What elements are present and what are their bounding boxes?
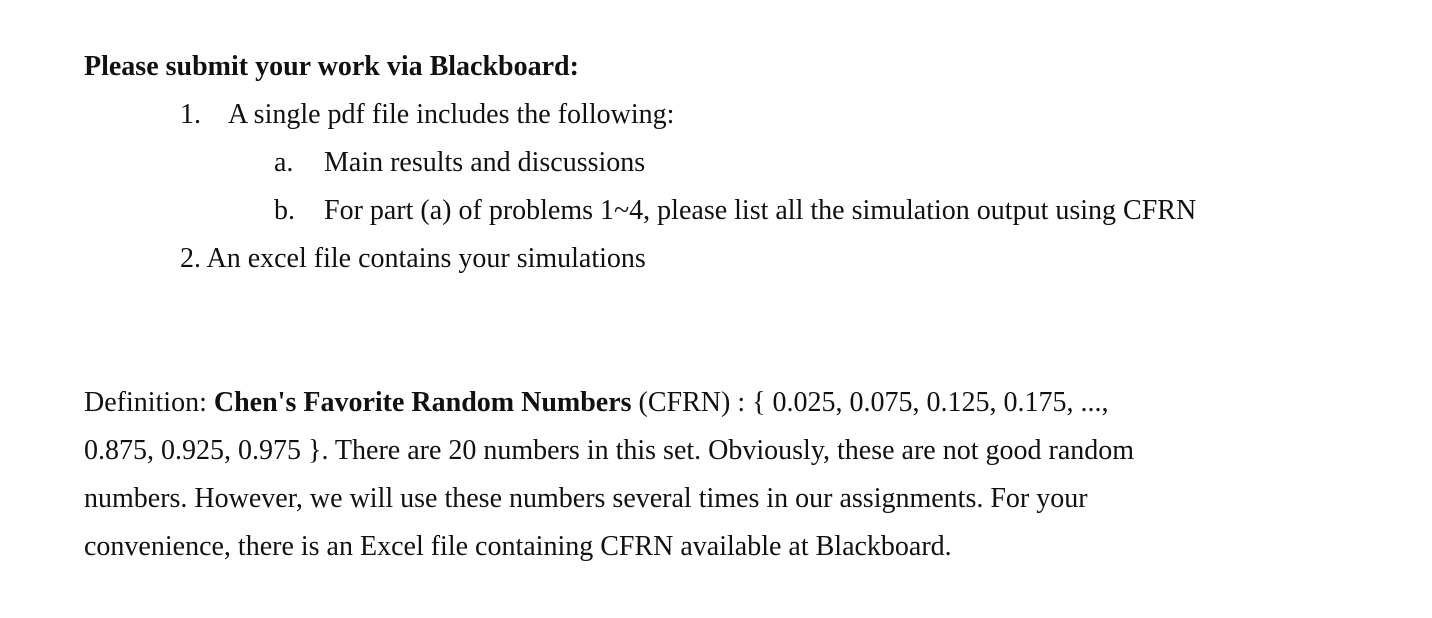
list-item-text: A single pdf file includes the following: [228,99,675,130]
list-item-1 [180,97,674,133]
list-subitem-b [274,193,1196,229]
definition-line-1 [84,385,1109,421]
definition-label: Definition: [84,387,214,418]
list-subitem-a [274,145,645,181]
submission-heading: Please submit your work via Blackboard: [84,51,579,82]
definition-term: Chen's Favorite Random Numbers [213,387,632,418]
list-subitem-text: For part (a) of problems 1~4, please list all the simulation output using CFRN [324,195,1197,226]
list-item-2 [180,241,646,277]
list-item-number: 2. [180,243,201,274]
list-subitem-letter: b. [274,195,295,226]
definition-line-2: 0.875, 0.925, 0.975 }. There are 20 numbers in this set. Obviously, these are not good random [84,435,1135,466]
list-item-number: 1. [180,99,201,130]
definition-line-3: numbers. However, we will use these numbers several times in our assignments. For your [84,483,1088,514]
list-subitem-text: Main results and discussions [324,147,646,178]
list-item-text: An excel file contains your simulations [206,243,646,274]
list-subitem-letter: a. [274,147,294,178]
definition-line-4: convenience, there is an Excel file containing CFRN available at Blackboard. [84,531,952,562]
definition-line-1-rest: (CFRN) : { 0.025, 0.075, 0.125, 0.175, ..., [631,387,1109,418]
